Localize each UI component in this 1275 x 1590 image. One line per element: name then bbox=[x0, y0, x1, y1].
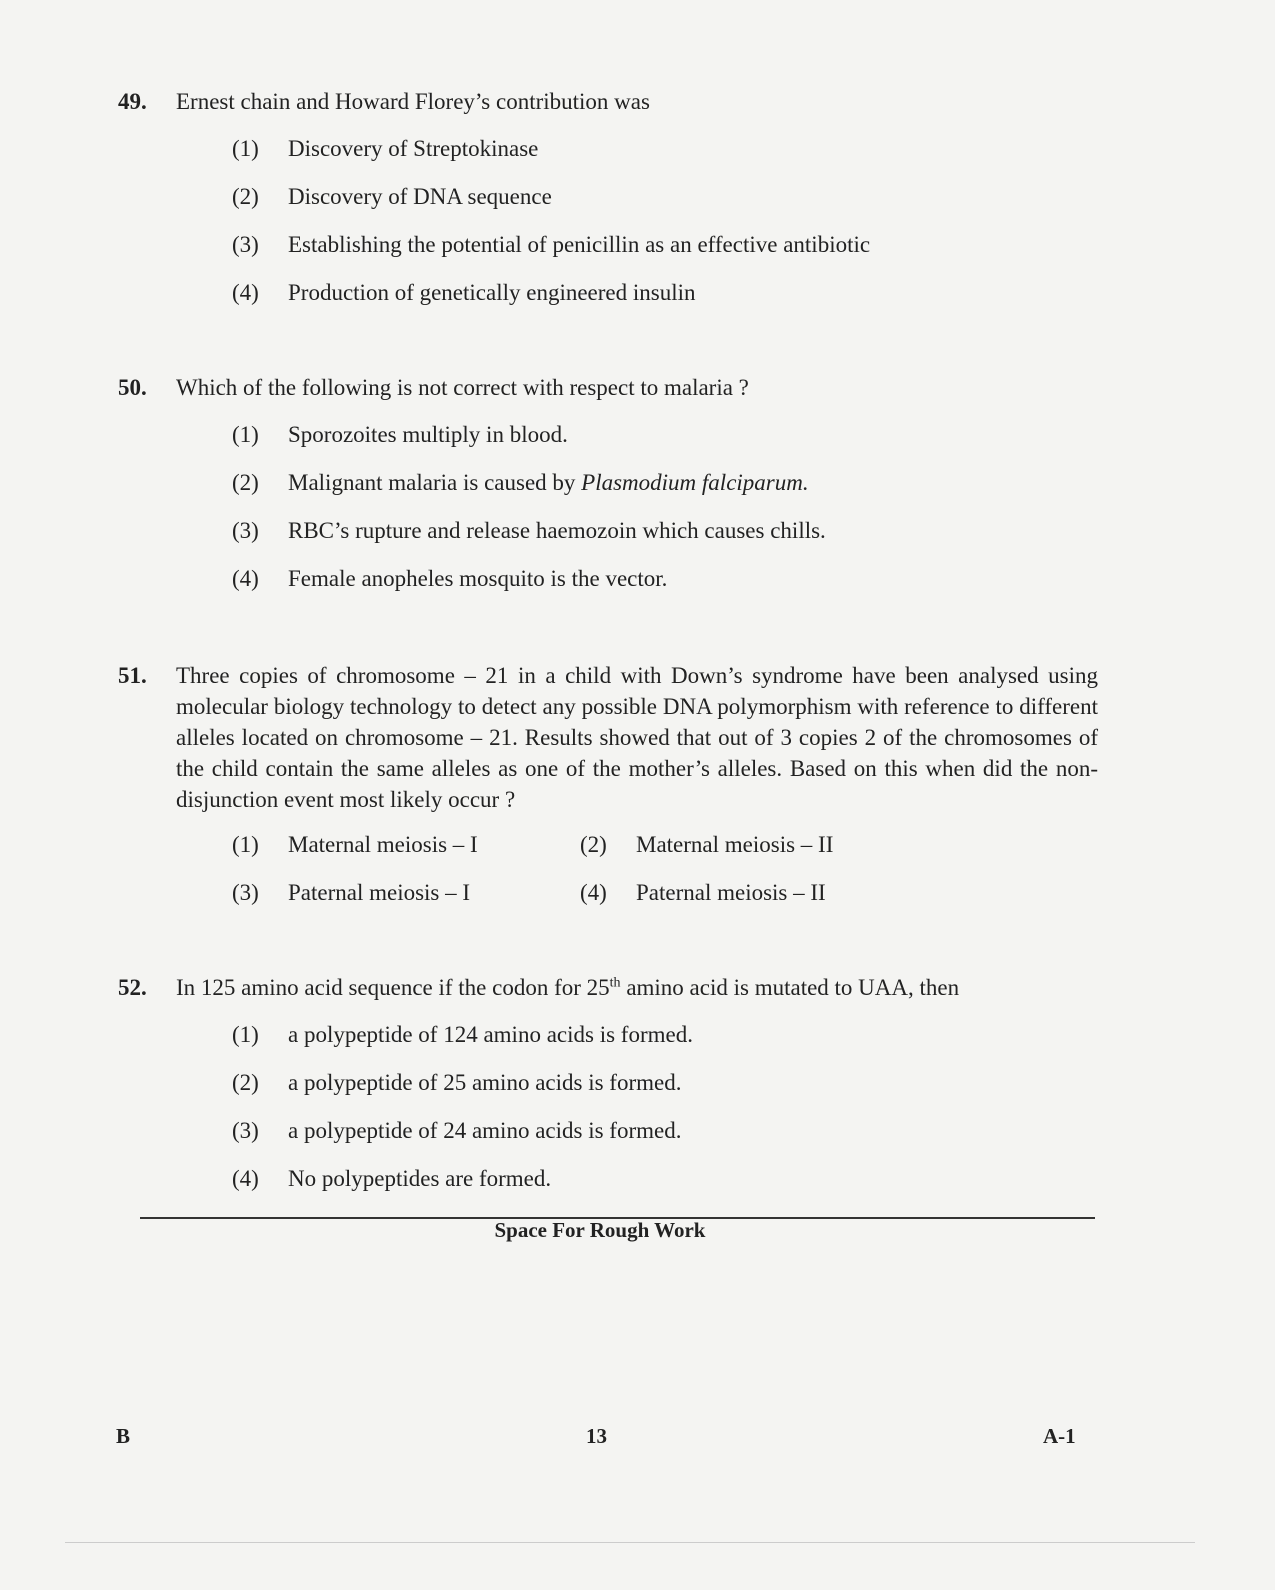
option-number: (4) bbox=[232, 566, 259, 591]
question-text-part: In 125 amino acid sequence if the codon for 25 bbox=[176, 975, 610, 1000]
option-number: (2) bbox=[232, 470, 259, 495]
option-text: RBC’s rupture and release haemozoin which causes chills. bbox=[288, 518, 826, 543]
question-51 bbox=[118, 660, 1098, 909]
option-text: Maternal meiosis – I bbox=[288, 832, 478, 857]
option-number: (4) bbox=[232, 280, 259, 305]
question-text: Three copies of chromosome – 21 in a child with Down’s syndrome have been analysed using molecular biology technology to detect any possible DNA polymorphism with reference to different alleles located on chromosome – 21. Results showed that out of 3 copies 2 of the chromosomes of the child contain the same alleles as one of the mother’s alleles. Based on this when did the non-disjunction event most likely occur ? bbox=[176, 663, 1098, 812]
option-text: Production of genetically engineered insulin bbox=[288, 280, 696, 305]
option-text: No polypeptides are formed. bbox=[288, 1166, 552, 1191]
option-number: (3) bbox=[232, 880, 259, 905]
option-number: (1) bbox=[232, 832, 259, 857]
option-text: Maternal meiosis – II bbox=[636, 832, 834, 857]
option bbox=[232, 515, 1098, 547]
booklet-code: A-1 bbox=[1043, 1424, 1076, 1448]
option-number: (3) bbox=[232, 518, 259, 543]
option bbox=[580, 829, 980, 861]
page-number: 13 bbox=[586, 1424, 607, 1448]
option bbox=[232, 277, 1098, 309]
option-text: Sporozoites multiply in blood. bbox=[288, 422, 568, 447]
bottom-rule bbox=[65, 1542, 1195, 1543]
series-code: B bbox=[116, 1424, 131, 1448]
option bbox=[232, 1163, 1098, 1195]
option-number: (3) bbox=[232, 232, 259, 257]
question-text-part: amino acid is mutated to UAA, then bbox=[620, 975, 960, 1000]
option-number: (2) bbox=[232, 1070, 259, 1095]
question-text: Which of the following is not correct with respect to malaria ? bbox=[176, 375, 749, 400]
option-text: Paternal meiosis – I bbox=[288, 880, 471, 905]
option bbox=[232, 877, 580, 909]
option-text: a polypeptide of 24 amino acids is formed. bbox=[288, 1118, 682, 1143]
option-number: (1) bbox=[232, 422, 259, 447]
option bbox=[232, 563, 1098, 595]
question-text bbox=[176, 972, 1098, 1003]
option-text: Discovery of DNA sequence bbox=[288, 184, 552, 209]
species-name: Plasmodium falciparum. bbox=[581, 470, 809, 495]
question-50 bbox=[118, 372, 1098, 611]
ordinal-suffix: th bbox=[609, 975, 621, 991]
question-number: 50. bbox=[118, 375, 147, 400]
option bbox=[232, 467, 1098, 499]
question-text: Ernest chain and Howard Florey’s contribution was bbox=[176, 89, 650, 114]
option bbox=[232, 1067, 1098, 1099]
option-text: Paternal meiosis – II bbox=[636, 880, 826, 905]
option bbox=[232, 181, 1098, 213]
option bbox=[232, 1019, 1098, 1051]
question-49 bbox=[118, 86, 1098, 325]
option-number: (2) bbox=[580, 832, 607, 857]
options-grid bbox=[232, 829, 1098, 909]
option-number: (2) bbox=[232, 184, 259, 209]
option bbox=[232, 133, 1098, 165]
option-text: Female anopheles mosquito is the vector. bbox=[288, 566, 668, 591]
option-text bbox=[288, 467, 809, 499]
option bbox=[232, 1115, 1098, 1147]
option-text: a polypeptide of 25 amino acids is formed. bbox=[288, 1070, 682, 1095]
option bbox=[232, 829, 580, 861]
option-number: (4) bbox=[232, 1166, 259, 1191]
options-list bbox=[232, 133, 1098, 309]
option-text: Discovery of Streptokinase bbox=[288, 136, 539, 161]
question-number: 52. bbox=[118, 975, 147, 1000]
option-text-plain: Malignant malaria is caused by bbox=[288, 470, 582, 495]
option-number: (3) bbox=[232, 1118, 259, 1143]
option-number: (1) bbox=[232, 136, 259, 161]
option-number: (1) bbox=[232, 1022, 259, 1047]
option bbox=[232, 229, 1098, 261]
options-list bbox=[232, 419, 1098, 595]
question-number: 51. bbox=[118, 663, 147, 688]
option-number: (4) bbox=[580, 880, 607, 905]
question-number: 49. bbox=[118, 89, 147, 114]
option-text: Establishing the potential of penicillin as an effective antibiotic bbox=[288, 232, 871, 257]
question-52 bbox=[118, 972, 1098, 1211]
options-list bbox=[232, 1019, 1098, 1195]
option bbox=[232, 419, 1098, 451]
rough-work-label: Space For Rough Work bbox=[494, 1218, 706, 1242]
option-text: a polypeptide of 124 amino acids is formed. bbox=[288, 1022, 693, 1047]
option bbox=[580, 877, 980, 909]
